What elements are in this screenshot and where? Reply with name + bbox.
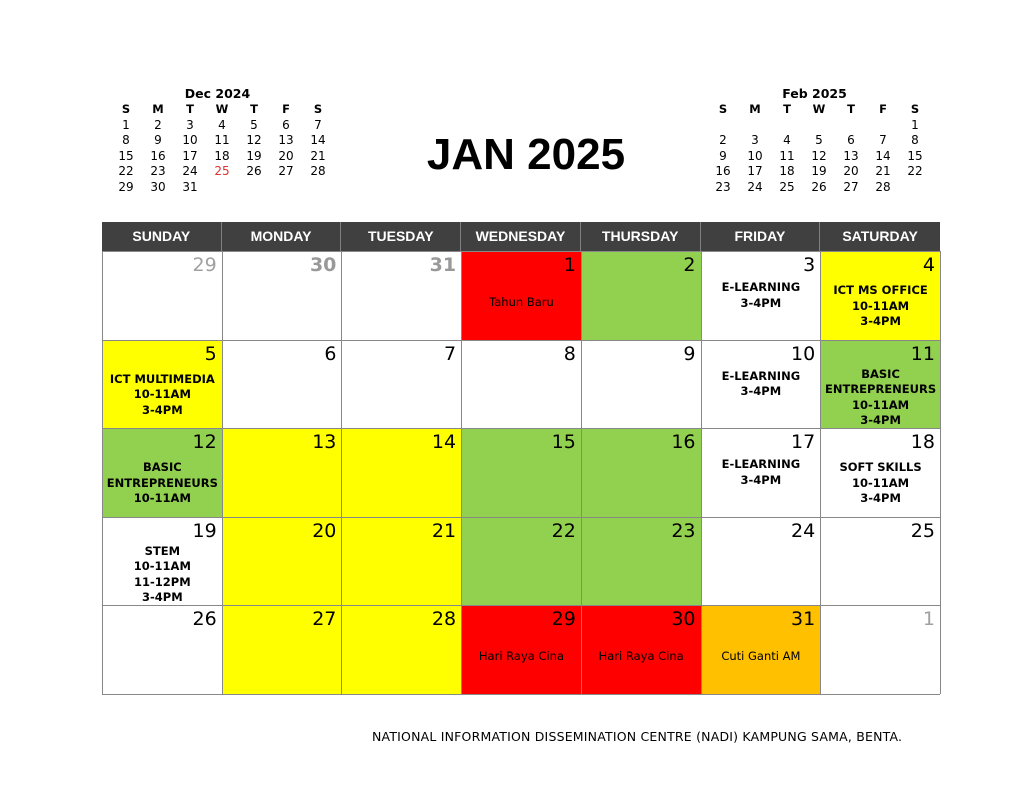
event-text	[103, 544, 222, 606]
mini-day: 11	[779, 148, 795, 163]
mini-day: 25	[779, 179, 795, 194]
day-number: 6	[324, 342, 337, 365]
day-number: 16	[671, 431, 696, 454]
event-line: ENTREPRENEURS	[825, 382, 937, 397]
calendar-grid	[102, 251, 940, 695]
mini-day	[867, 118, 899, 134]
mini-weekday-header: S	[313, 102, 323, 116]
mini-weekday-header: W	[215, 102, 229, 116]
event-line: ICT MULTIMEDIA	[109, 371, 215, 386]
day-number: 10	[791, 342, 816, 365]
mini-day: 3	[186, 117, 194, 132]
mini-calendar-title: Feb 2025	[782, 86, 847, 101]
day-cell[interactable]	[702, 251, 822, 340]
day-cell[interactable]	[462, 517, 582, 606]
event-line: 10-11AM	[852, 475, 910, 490]
mini-day	[803, 118, 835, 134]
mini-day: 9	[719, 148, 727, 163]
mini-day: 15	[118, 148, 134, 163]
event-line: E-LEARNING	[721, 368, 801, 383]
mini-day: 18	[214, 148, 230, 163]
weekday-header	[102, 222, 940, 251]
event-line: ENTREPRENEURS	[106, 475, 218, 490]
mini-day: 7	[314, 117, 322, 132]
day-cell[interactable]	[702, 428, 822, 517]
day-number: 26	[192, 608, 217, 631]
day-number: 22	[551, 519, 576, 542]
weekday-monday: MONDAY	[222, 222, 342, 251]
day-cell[interactable]	[462, 340, 582, 429]
weekday-friday: FRIDAY	[701, 222, 821, 251]
mini-day: 22	[118, 164, 134, 178]
mini-weekday-header: T	[250, 102, 258, 116]
event-line: 3-4PM	[860, 413, 901, 428]
mini-day: 13	[278, 133, 294, 147]
mini-day	[206, 180, 238, 196]
mini-day: 6	[282, 117, 290, 132]
mini-day: 7	[879, 133, 887, 147]
mini-day: 19	[246, 148, 262, 163]
mini-day: 8	[122, 133, 130, 147]
event-line: 3-4PM	[740, 472, 782, 487]
mini-day: 28	[875, 179, 891, 194]
mini-day	[270, 180, 302, 196]
mini-day: 3	[751, 133, 759, 147]
mini-day: 5	[815, 133, 823, 147]
mini-calendar-feb	[707, 86, 922, 195]
day-cell[interactable]	[342, 340, 462, 429]
day-number: 1	[922, 608, 935, 631]
event-text	[702, 369, 821, 400]
day-cell[interactable]	[702, 517, 822, 606]
mini-day: 20	[278, 148, 294, 163]
event-text	[103, 460, 222, 507]
day-cell[interactable]	[103, 251, 223, 340]
day-number: 2	[683, 254, 696, 276]
mini-day: 20	[843, 164, 859, 178]
mini-day: 17	[747, 164, 763, 178]
mini-day: 17	[182, 148, 198, 163]
mini-day: 11	[214, 133, 230, 147]
holiday-label: Hari Raya Cina	[598, 649, 684, 664]
day-cell[interactable]	[223, 605, 343, 694]
day-number: 17	[791, 431, 816, 454]
mini-calendar-dec	[110, 86, 325, 195]
mini-day: 27	[278, 164, 294, 178]
mini-day	[739, 118, 771, 134]
mini-day	[771, 118, 803, 134]
day-number: 1	[563, 254, 576, 276]
day-number: 19	[192, 519, 217, 542]
event-line: 10-11AM	[852, 397, 910, 412]
day-cell[interactable]	[582, 340, 702, 429]
event-line: 10-11AM	[133, 387, 191, 402]
mini-weekday-header: S	[121, 102, 131, 116]
mini-day: 4	[218, 117, 226, 132]
mini-day	[238, 180, 270, 196]
mini-day: 25	[214, 164, 230, 178]
holiday-label: Cuti Ganti AM	[721, 649, 801, 664]
day-number: 8	[563, 342, 576, 365]
mini-day: 22	[907, 164, 923, 178]
event-text	[103, 372, 222, 419]
mini-day: 19	[811, 164, 827, 178]
mini-day: 28	[310, 164, 326, 178]
day-number: 29	[192, 254, 217, 276]
day-cell[interactable]	[702, 340, 822, 429]
event-line: 10-11AM	[852, 298, 910, 313]
mini-day: 30	[150, 179, 166, 194]
mini-day: 13	[843, 148, 859, 163]
day-number: 28	[431, 608, 457, 631]
mini-day: 10	[747, 148, 763, 163]
day-cell[interactable]	[223, 428, 343, 517]
event-text	[702, 457, 821, 488]
day-number: 3	[803, 254, 816, 276]
mini-day: 23	[715, 179, 731, 194]
mini-day: 29	[118, 179, 134, 194]
mini-day: 1	[911, 117, 919, 132]
mini-day: 5	[250, 117, 258, 132]
mini-weekday-header: F	[282, 102, 290, 116]
day-cell[interactable]	[342, 251, 462, 340]
mini-day: 9	[154, 133, 162, 147]
mini-day: 23	[150, 164, 166, 178]
mini-day: 21	[310, 148, 326, 163]
day-cell[interactable]	[103, 517, 223, 606]
mini-weekday-header: S	[910, 102, 920, 116]
mini-day: 26	[811, 179, 827, 194]
mini-day: 8	[911, 133, 919, 147]
mini-weekday-header: T	[186, 102, 194, 116]
day-cell[interactable]	[223, 517, 343, 606]
event-line: SOFT SKILLS	[839, 460, 922, 475]
event-line: E-LEARNING	[721, 457, 801, 472]
mini-weekday-header: T	[847, 102, 855, 116]
day-number: 25	[910, 519, 935, 542]
day-number: 7	[444, 342, 457, 365]
mini-calendar-grid	[707, 102, 922, 195]
holiday-label: Tahun Baru	[489, 295, 554, 309]
event-line: BASIC	[861, 366, 900, 381]
mini-day: 6	[847, 133, 855, 147]
weekday-sunday: SUNDAY	[102, 222, 222, 251]
mini-weekday-header: W	[812, 102, 826, 116]
weekday-thursday: THURSDAY	[581, 222, 701, 251]
day-cell[interactable]	[821, 517, 941, 606]
mini-weekday-header: M	[749, 102, 761, 116]
day-number: 5	[204, 342, 217, 365]
mini-day: 2	[154, 117, 162, 132]
day-number: 13	[312, 431, 337, 454]
weekday-saturday: SATURDAY	[842, 228, 918, 244]
day-cell[interactable]	[342, 605, 462, 694]
day-cell[interactable]	[462, 428, 582, 517]
event-text	[702, 280, 821, 311]
mini-day: 21	[875, 164, 891, 178]
event-text	[821, 283, 940, 330]
mini-day	[899, 180, 931, 196]
day-cell[interactable]	[582, 251, 702, 340]
mini-day: 16	[150, 148, 166, 163]
mini-day: 14	[310, 133, 326, 147]
day-cell[interactable]	[103, 428, 223, 517]
event-line: 10-11AM	[133, 491, 191, 506]
holiday-label: Hari Raya Cina	[478, 649, 565, 664]
event-line: STEM	[144, 543, 181, 558]
mini-day: 12	[811, 148, 827, 163]
event-line: BASIC	[143, 460, 182, 475]
event-line: 11-12PM	[134, 574, 191, 589]
day-number: 30	[309, 254, 337, 276]
footer-text: NATIONAL INFORMATION DISSEMINATION CENTRE (NADI) KAMPUNG SAMA, BENTA.	[372, 729, 903, 744]
mini-calendar-title: Dec 2024	[184, 86, 251, 101]
day-cell[interactable]	[582, 517, 702, 606]
event-line: ICT MS OFFICE	[833, 283, 928, 297]
day-number: 20	[312, 519, 337, 542]
mini-day	[302, 180, 334, 196]
event-text	[821, 460, 940, 507]
day-number: 31	[791, 608, 816, 631]
mini-day: 24	[747, 179, 763, 194]
weekday-tuesday: TUESDAY	[341, 222, 461, 251]
event-line: 3-4PM	[860, 491, 901, 506]
day-cell[interactable]	[223, 340, 343, 429]
mini-weekday-header: F	[879, 102, 887, 116]
mini-calendar-grid	[110, 102, 325, 195]
day-number: 4	[922, 254, 935, 276]
event-line: 10-11AM	[133, 559, 191, 574]
day-number: 11	[910, 342, 935, 365]
day-cell[interactable]	[702, 605, 822, 694]
mini-day: 18	[779, 164, 795, 178]
mini-weekday-header: M	[152, 102, 164, 116]
mini-day: 4	[783, 133, 791, 147]
day-number: 29	[551, 608, 576, 631]
mini-day: 12	[246, 133, 262, 147]
mini-day: 1	[122, 117, 130, 132]
mini-day: 15	[907, 148, 923, 163]
day-cell[interactable]	[342, 517, 462, 606]
page-title: JAN 2025	[426, 130, 626, 179]
mini-day: 16	[715, 164, 731, 178]
event-line: 3-4PM	[142, 402, 183, 417]
month-calendar	[102, 222, 940, 695]
mini-day: 31	[182, 179, 198, 194]
day-cell[interactable]	[821, 605, 941, 694]
day-cell[interactable]	[103, 605, 223, 694]
day-number: 27	[312, 608, 337, 631]
mini-day: 27	[843, 179, 859, 194]
day-number: 12	[192, 431, 217, 454]
day-cell[interactable]	[462, 605, 582, 694]
day-cell[interactable]	[582, 428, 702, 517]
mini-day: 2	[719, 133, 727, 147]
event-line: 3-4PM	[740, 295, 782, 310]
mini-day: 14	[875, 148, 891, 163]
day-number: 23	[671, 519, 696, 542]
mini-day: 24	[182, 164, 198, 178]
weekday-wednesday: WEDNESDAY	[461, 222, 581, 251]
day-number: 31	[429, 254, 457, 276]
day-number: 30	[671, 608, 696, 631]
mini-weekday-header: T	[783, 102, 791, 116]
day-number: 21	[431, 519, 457, 542]
mini-day: 10	[182, 133, 198, 147]
day-number: 9	[683, 342, 696, 365]
mini-day	[835, 118, 867, 134]
day-cell[interactable]	[342, 428, 462, 517]
day-number: 15	[551, 431, 576, 454]
event-text	[821, 367, 940, 429]
day-cell[interactable]	[821, 428, 941, 517]
event-line: 3-4PM	[740, 384, 782, 399]
day-number: 24	[791, 519, 816, 542]
day-cell[interactable]	[821, 340, 941, 429]
day-cell[interactable]	[103, 340, 223, 429]
mini-weekday-header: S	[718, 102, 728, 116]
day-cell[interactable]	[582, 605, 702, 694]
event-line: 3-4PM	[142, 590, 183, 605]
day-cell[interactable]	[462, 251, 582, 340]
event-line: 3-4PM	[860, 314, 901, 328]
event-line: E-LEARNING	[721, 280, 801, 294]
day-cell[interactable]	[821, 251, 941, 340]
mini-day: 26	[246, 164, 262, 178]
day-number: 18	[910, 431, 935, 454]
day-number: 14	[431, 431, 457, 454]
day-cell[interactable]	[223, 251, 343, 340]
